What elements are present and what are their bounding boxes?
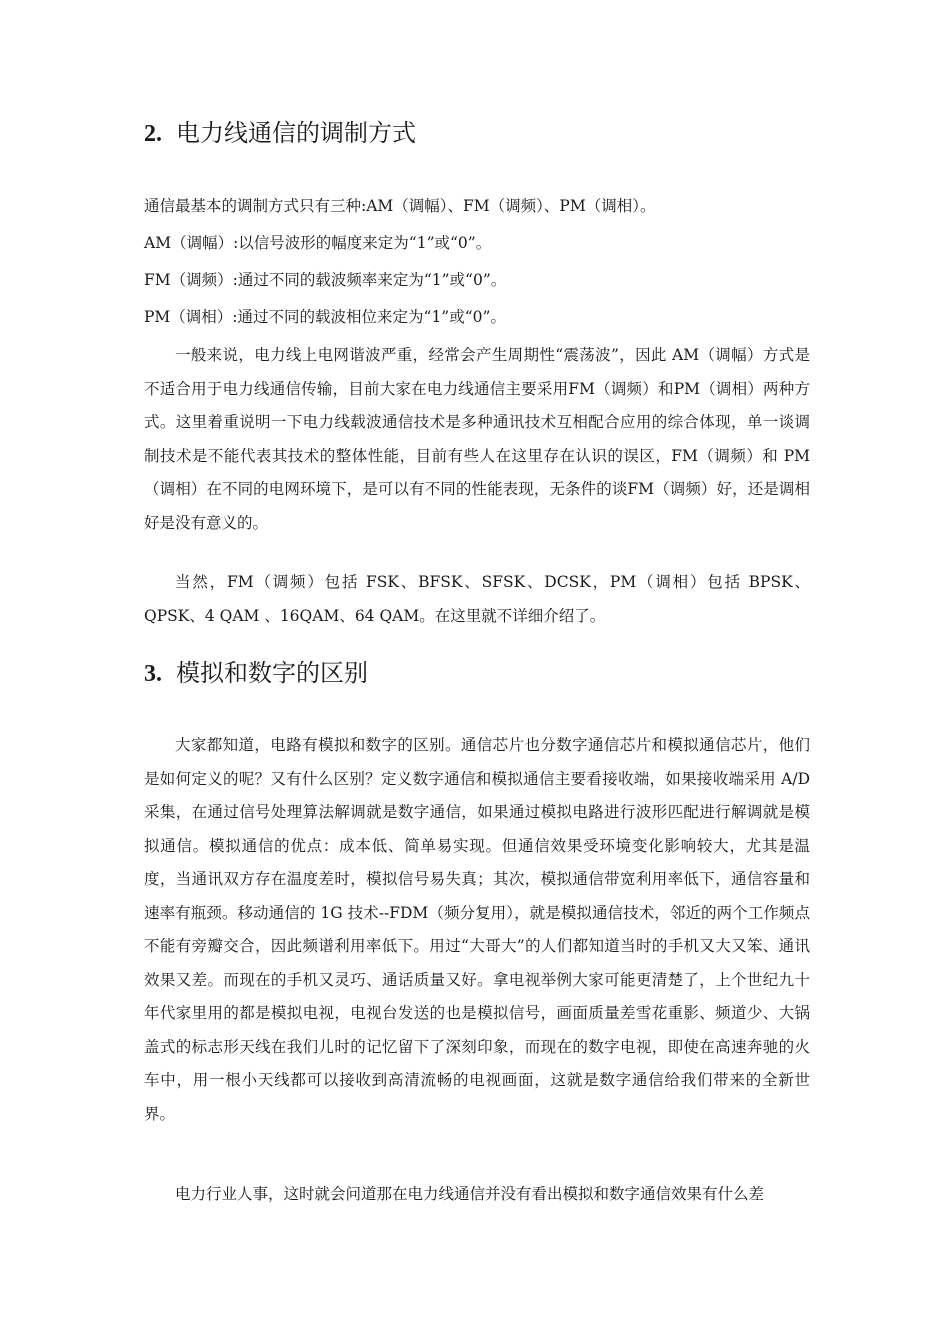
fm-definition-line: FM（调频）:通过不同的载波频率来定为“1”或“0”。 — [144, 271, 507, 289]
section-2-number: 2. — [144, 121, 162, 147]
section-2-paragraph-2: 当然，FM（调频）包括 FSK、BFSK、SFSK、DCSK，PM（调相）包括 BPSK、QPSK、4 QAM 、16QAM、64 QAM。在这里就不详细介绍了。 — [144, 573, 810, 625]
section-3-heading — [144, 658, 368, 689]
section-3-title: 模拟和数字的区别 — [176, 659, 368, 687]
modulation-types-line: 通信最基本的调制方式只有三种:AM（调幅）、FM（调频）、PM（调相）。 — [144, 197, 656, 215]
section-2-heading — [144, 118, 416, 149]
section-3-paragraph-1: 大家都知道，电路有模拟和数字的区别。通信芯片也分数字通信芯片和模拟通信芯片，他们是如何定义的呢？又有什么区别？定义数字通信和模拟通信主要看接收端，如果接收端采用 A/D 采集，在通过信号处理算法解调就是数字通信，如果通过模拟电路进行波形匹配进行解调就是模拟通信。模拟通信的优点：成本低、简单易实现。但通信效果受环境变化影响较大，尤其是温度，当通讯双方存在温度差时，模拟信号易失真；其次，模拟通信带宽利用率低下，通信容量和速率有瓶颈。移动通信的 1G 技术--FDM（频分复用），就是模拟通信技术，邻近的两个工作频点不能有旁瓣交合，因此频谱利用率低下。用过“大哥大”的人们都知道当时的手机又大又笨、通讯效果又差。而现在的手机又灵巧、通话质量又好。拿电视举例大家可能更清楚了，上个世纪九十年代家里用的都是模拟电视，电视台发送的也是模拟信号，画面质量差雪花重影、频道少、大锅盖式的标志形天线在我们儿时的记忆留下了深刻印象，而现在的数字电视，即使在高速奔驰的火车中，用一根小天线都可以接收到高清流畅的电视画面，这就是数字通信给我们带来的全新世界。 — [144, 736, 810, 1123]
section-3-number: 3. — [144, 661, 162, 687]
section-2-paragraph-1: 一般来说，电力线上电网谐波严重，经常会产生周期性“震荡波”，因此 AM（调幅）方式是不适合用于电力线通信传输，目前大家在电力线通信主要采用FM（调频）和PM（调相）两种方式。这里着重说明一下电力线载波通信技术是多种通讯技术互相配合应用的综合体现，单一谈调制技术是不能代表其技术的整体性能，目前有些人在这里存在认识的误区，FM（调频）和 PM（调相）在不同的电网环境下，是可以有不同的性能表现，无条件的谈FM（调频）好，还是调相好是没有意义的。 — [144, 346, 810, 532]
section-2-title: 电力线通信的调制方式 — [176, 119, 416, 147]
pm-definition-line: PM（调相）:通过不同的载波相位来定为“1”或“0”。 — [144, 308, 506, 326]
am-definition-line: AM（调幅）:以信号波形的幅度来定为“1”或“0”。 — [144, 234, 492, 252]
section-3-paragraph-2: 电力行业人事，这时就会问道那在电力线通信并没有看出模拟和数字通信效果有什么差 — [175, 1185, 765, 1203]
